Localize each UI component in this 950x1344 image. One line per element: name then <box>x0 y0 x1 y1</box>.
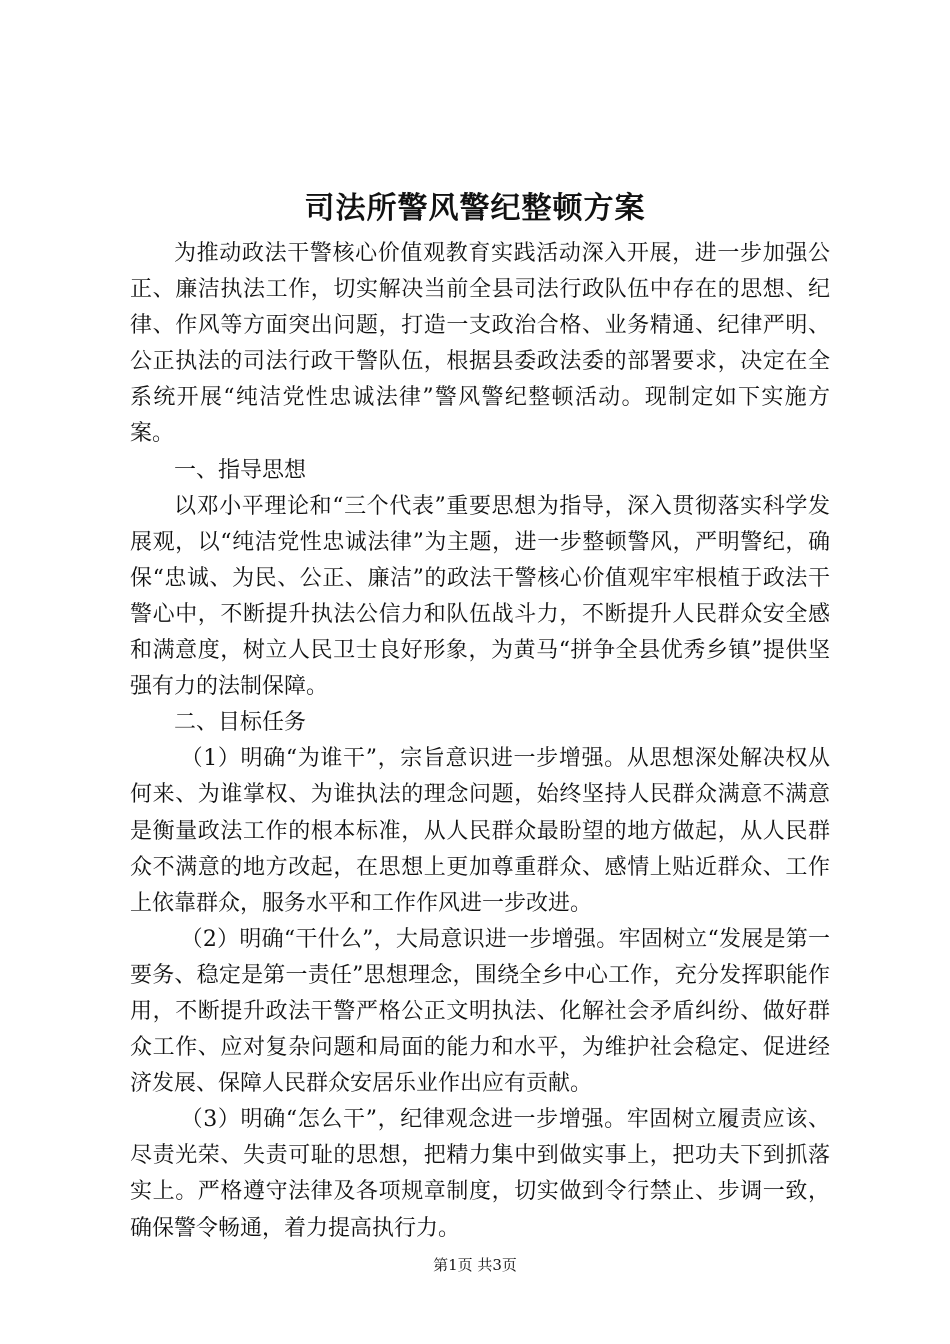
section-heading-guiding-thought: 一、指导思想 <box>174 457 307 483</box>
section-heading-goals: 二、目标任务 <box>174 710 307 736</box>
page-number-footer: 第1页 共3页 <box>433 1256 517 1274</box>
document-title: 司法所警风警纪整顿方案 <box>304 191 646 226</box>
intro-paragraph: 为推动政法干警核心价值观教育实践活动深入开展，进一步加强公正、廉洁执法工作，切实解决当前全县司法行政队伍中存在的思想、纪律、作风等方面突出问题，打造一支政治合格、业务精通、纪律严明、公正执法的司法行政干警队伍，根据县委政法委的部署要求，决定在全系统开展“纯洁党性忠诚法律”警风警纪整顿活动。现制定如下实施方案。 <box>130 241 830 447</box>
document-body <box>130 236 830 1247</box>
goal-item-2: （2）明确“干什么”，大局意识进一步增强。牢固树立“发展是第一要务、稳定是第一责任”思想理念，围绕全乡中心工作，充分发挥职能作用，不断提升政法干警严格公正文明执法、化解社会矛盾纠纷、做好群众工作、应对复杂问题和局面的能力和水平，为维护社会稳定、促进经济发展、保障人民群众安居乐业作出应有贡献。 <box>130 926 830 1097</box>
guiding-thought-paragraph: 以邓小平理论和“三个代表”重要思想为指导，深入贯彻落实科学发展观，以“纯洁党性忠诚法律”为主题，进一步整顿警风，严明警纪，确保“忠诚、为民、公正、廉洁”的政法干警核心价值观牢牢根植于政法干警心中，不断提升执法公信力和队伍战斗力，不断提升人民群众安全感和满意度，树立人民卫士良好形象，为黄马“拼争全县优秀乡镇”提供坚强有力的法制保障。 <box>130 493 830 700</box>
goal-item-1: （1）明确“为谁干”，宗旨意识进一步增强。从思想深处解决权从何来、为谁掌权、为谁执法的理念问题，始终坚持人民群众满意不满意是衡量政法工作的根本标准，从人民群众最盼望的地方做起，从人民群众不满意的地方改起，在思想上更加尊重群众、感情上贴近群众、工作上依靠群众，服务水平和工作作风进一步改进。 <box>130 746 830 916</box>
goal-item-3: （3）明确“怎么干”，纪律观念进一步增强。牢固树立履责应该、尽责光荣、失责可耻的思想，把精力集中到做实事上，把功夫下到抓落实上。严格遵守法律及各项规章制度，切实做到令行禁止、步调一致，确保警令畅通，着力提高执行力。 <box>130 1107 830 1241</box>
